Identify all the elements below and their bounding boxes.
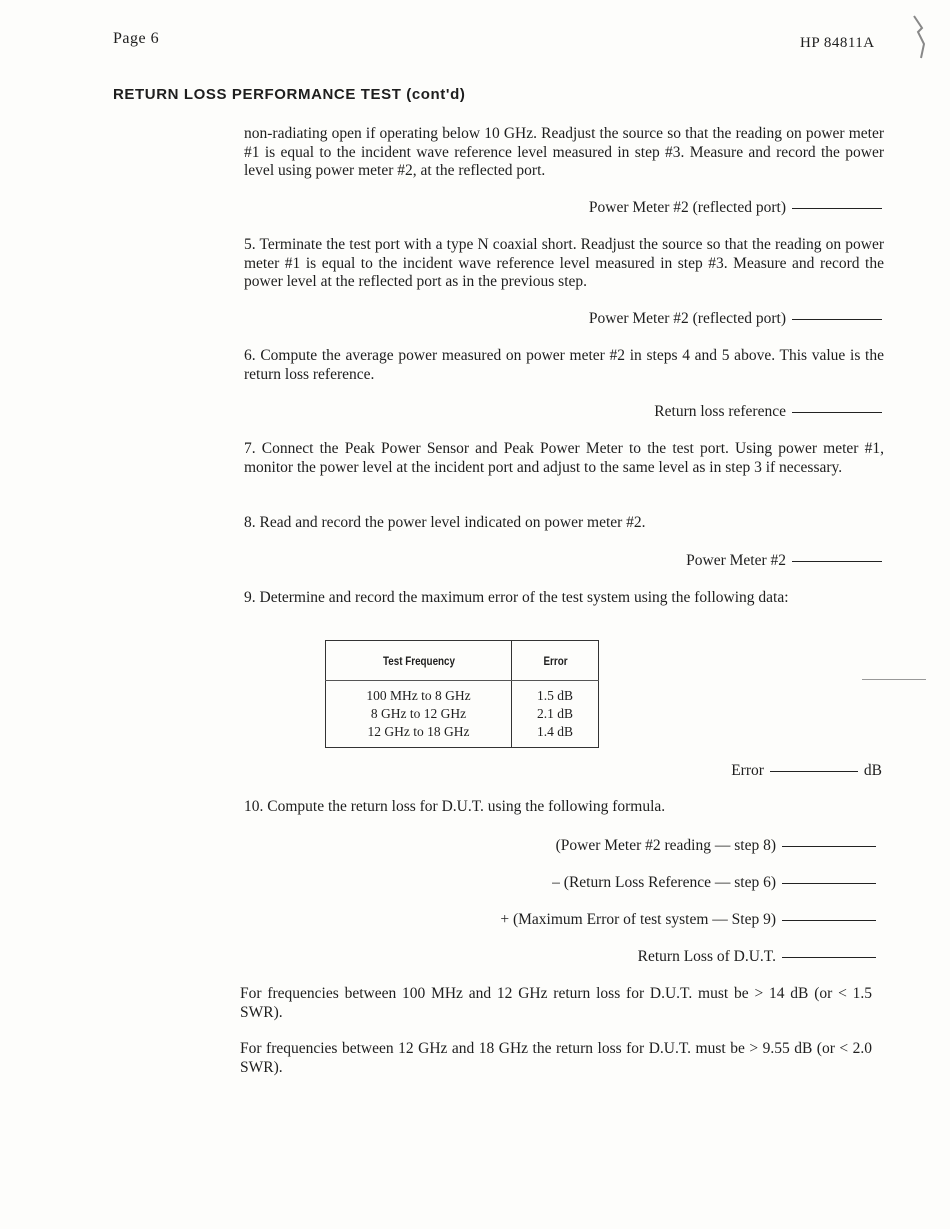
table-row bbox=[326, 705, 599, 723]
scan-corner-mark bbox=[912, 14, 928, 60]
step9-field bbox=[731, 762, 882, 780]
spec-high-band: For frequencies between 12 GHz and 18 GHz the return loss for D.U.T. must be > 9.55 dB (or < 2.0 SWR). bbox=[240, 1040, 872, 1076]
step8-text: 8. Read and record the power level indicated on power meter #2. bbox=[244, 514, 646, 531]
formula-label-1: (Power Meter #2 reading — step 8) bbox=[555, 837, 776, 854]
step4-field bbox=[589, 199, 882, 217]
table-cell: 1.5 dB bbox=[536, 688, 573, 703]
formula-entry-line-2[interactable] bbox=[782, 882, 876, 884]
step5-entry-line[interactable] bbox=[792, 318, 882, 320]
table-cell: 2.1 dB bbox=[536, 706, 573, 721]
model-number: HP 84811A bbox=[800, 35, 875, 51]
formula-label-4: Return Loss of D.U.T. bbox=[637, 948, 776, 965]
step4-cont-text: non-radiating open if operating below 10 GHz. Readjust the source so that the reading on power meter #1 is equal to the incident wave reference level measured in step #3. Measure and record the power level using power meter #2, at the reflected port. bbox=[244, 125, 884, 179]
page-number: Page 6 bbox=[113, 30, 160, 47]
error-table bbox=[325, 640, 599, 748]
step9-field-unit: dB bbox=[863, 762, 882, 779]
table-cell: 1.4 dB bbox=[536, 724, 573, 739]
table-row bbox=[326, 723, 599, 748]
step5-text: 5. Terminate the test port with a type N coaxial short. Readjust the source so that the reading on power meter #1 is equal to the incident wave reference level measured in step #3. Measure and record the power level at the reflected port as in the previous step. bbox=[244, 236, 884, 290]
spec-low-band: For frequencies between 100 MHz and 12 GHz return loss for D.U.T. must be > 14 dB (or < 1.5 SWR). bbox=[240, 985, 872, 1021]
formula-line-2 bbox=[552, 874, 876, 892]
step10-text: 10. Compute the return loss for D.U.T. using the following formula. bbox=[244, 798, 666, 815]
formula-label-2: – (Return Loss Reference — step 6) bbox=[552, 874, 776, 891]
step7-text: 7. Connect the Peak Power Sensor and Peak Power Meter to the test port. Using power meter #1, monitor the power level at the incident port and adjust to the same level as in step 3 if necessary. bbox=[244, 440, 884, 476]
step5-field-label: Power Meter #2 (reflected port) bbox=[588, 310, 786, 327]
table-cell: 100 MHz to 8 GHz bbox=[326, 681, 512, 706]
step6-field bbox=[654, 403, 882, 421]
step8-field bbox=[686, 552, 882, 570]
step4-field-label: Power Meter #2 (reflected port) bbox=[588, 199, 786, 216]
header-test-frequency: Test Frequency bbox=[342, 641, 495, 681]
step8-entry-line[interactable] bbox=[792, 560, 882, 562]
step9-text: 9. Determine and record the maximum error of the test system using the following data: bbox=[244, 589, 789, 606]
step9-field-label: Error bbox=[731, 762, 764, 779]
formula-label-3: + (Maximum Error of test system — Step 9) bbox=[500, 911, 776, 928]
formula-entry-line-4[interactable] bbox=[782, 956, 876, 958]
step6-field-label: Return loss reference bbox=[654, 403, 786, 420]
table-cell: 12 GHz to 18 GHz bbox=[326, 723, 512, 748]
step6-text: 6. Compute the average power measured on power meter #2 in steps 4 and 5 above. This value is the return loss reference. bbox=[244, 347, 884, 383]
section-title: RETURN LOSS PERFORMANCE TEST (cont'd) bbox=[113, 86, 466, 103]
step5-field bbox=[589, 310, 882, 328]
step8-field-label: Power Meter #2 bbox=[686, 552, 786, 569]
table-cell: 8 GHz to 12 GHz bbox=[326, 705, 512, 723]
formula-line-4 bbox=[638, 948, 876, 966]
formula-entry-line-1[interactable] bbox=[782, 845, 876, 847]
formula-line-3 bbox=[500, 911, 876, 929]
formula-line-1 bbox=[556, 837, 876, 855]
header-error: Error bbox=[519, 641, 590, 681]
step4-entry-line[interactable] bbox=[792, 207, 882, 209]
table-header-row bbox=[326, 641, 599, 681]
stray-scan-line bbox=[862, 679, 926, 680]
formula-entry-line-3[interactable] bbox=[782, 919, 876, 921]
step6-entry-line[interactable] bbox=[792, 411, 882, 413]
step9-entry-line[interactable] bbox=[770, 770, 858, 772]
table-row bbox=[326, 681, 599, 706]
